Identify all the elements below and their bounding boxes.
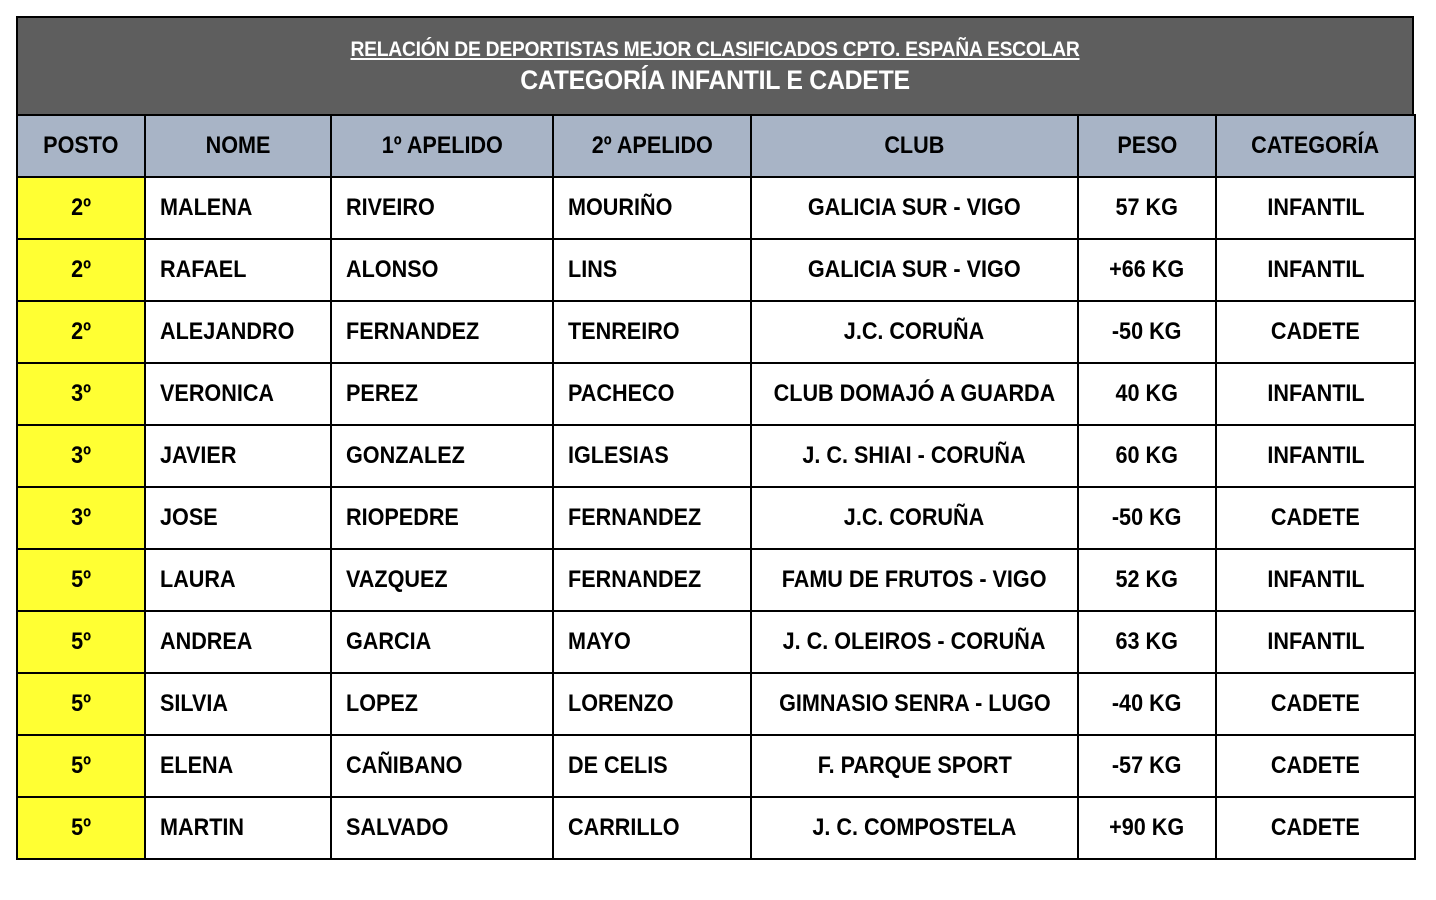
posto-cell: 3º: [17, 487, 145, 549]
apelido1-cell: SALVADO: [331, 797, 553, 859]
posto-cell: 5º: [17, 797, 145, 859]
nome-cell: VERONICA: [145, 363, 331, 425]
categoria-cell: INFANTIL: [1216, 425, 1415, 487]
column-header-nome: NOME: [145, 115, 331, 177]
categoria-cell: CADETE: [1216, 735, 1415, 797]
nome-cell: ANDREA: [145, 611, 331, 673]
apelido2-cell: CARRILLO: [553, 797, 751, 859]
peso-cell: -50 KG: [1078, 301, 1216, 363]
column-header-club: CLUB: [751, 115, 1078, 177]
club-cell: J. C. OLEIROS - CORUÑA: [751, 611, 1078, 673]
title-bar: [16, 16, 1414, 114]
table-row: [17, 425, 1415, 487]
apelido1-cell: VAZQUEZ: [331, 549, 553, 611]
peso-cell: 63 KG: [1078, 611, 1216, 673]
club-cell: GIMNASIO SENRA - LUGO: [751, 673, 1078, 735]
categoria-cell: INFANTIL: [1216, 177, 1415, 239]
apelido2-cell: PACHECO: [553, 363, 751, 425]
club-cell: J.C. CORUÑA: [751, 301, 1078, 363]
apelido2-cell: FERNANDEZ: [553, 549, 751, 611]
club-cell: GALICIA SUR - VIGO: [751, 177, 1078, 239]
table-row: [17, 611, 1415, 673]
apelido1-cell: CAÑIBANO: [331, 735, 553, 797]
apelido2-cell: FERNANDEZ: [553, 487, 751, 549]
table-row: [17, 363, 1415, 425]
apelido1-cell: PEREZ: [331, 363, 553, 425]
club-cell: CLUB DOMAJÓ A GUARDA: [751, 363, 1078, 425]
peso-cell: 60 KG: [1078, 425, 1216, 487]
posto-cell: 3º: [17, 425, 145, 487]
results-sheet: [16, 16, 1414, 860]
posto-cell: 2º: [17, 239, 145, 301]
column-header-categoria: CATEGORÍA: [1216, 115, 1415, 177]
categoria-cell: CADETE: [1216, 673, 1415, 735]
table-row: [17, 239, 1415, 301]
table-row: [17, 549, 1415, 611]
posto-cell: 3º: [17, 363, 145, 425]
club-cell: J. C. SHIAI - CORUÑA: [751, 425, 1078, 487]
table-row: [17, 673, 1415, 735]
title-line-2: CATEGORÍA INFANTIL E CADETE: [520, 65, 910, 95]
results-table: [16, 114, 1416, 860]
nome-cell: LAURA: [145, 549, 331, 611]
apelido1-cell: LOPEZ: [331, 673, 553, 735]
apelido2-cell: MOURIÑO: [553, 177, 751, 239]
posto-cell: 5º: [17, 735, 145, 797]
peso-cell: -50 KG: [1078, 487, 1216, 549]
peso-cell: -40 KG: [1078, 673, 1216, 735]
categoria-cell: INFANTIL: [1216, 363, 1415, 425]
apelido2-cell: MAYO: [553, 611, 751, 673]
apelido2-cell: TENREIRO: [553, 301, 751, 363]
apelido2-cell: LINS: [553, 239, 751, 301]
nome-cell: JOSE: [145, 487, 331, 549]
posto-cell: 2º: [17, 177, 145, 239]
apelido2-cell: IGLESIAS: [553, 425, 751, 487]
table-row: [17, 487, 1415, 549]
table-row: [17, 301, 1415, 363]
table-body: [17, 177, 1415, 859]
apelido1-cell: GARCIA: [331, 611, 553, 673]
nome-cell: JAVIER: [145, 425, 331, 487]
apelido1-cell: RIVEIRO: [331, 177, 553, 239]
nome-cell: ALEJANDRO: [145, 301, 331, 363]
club-cell: FAMU DE FRUTOS - VIGO: [751, 549, 1078, 611]
nome-cell: SILVIA: [145, 673, 331, 735]
categoria-cell: CADETE: [1216, 487, 1415, 549]
title-line-1: RELACIÓN DE DEPORTISTAS MEJOR CLASIFICADOS CPTO. ESPAÑA ESCOLAR: [350, 38, 1080, 61]
nome-cell: RAFAEL: [145, 239, 331, 301]
apelido2-cell: LORENZO: [553, 673, 751, 735]
categoria-cell: CADETE: [1216, 301, 1415, 363]
posto-cell: 2º: [17, 301, 145, 363]
club-cell: F. PARQUE SPORT: [751, 735, 1078, 797]
peso-cell: +66 KG: [1078, 239, 1216, 301]
apelido1-cell: RIOPEDRE: [331, 487, 553, 549]
table-row: [17, 797, 1415, 859]
column-header-posto: POSTO: [17, 115, 145, 177]
categoria-cell: INFANTIL: [1216, 239, 1415, 301]
table-row: [17, 735, 1415, 797]
peso-cell: 40 KG: [1078, 363, 1216, 425]
club-cell: GALICIA SUR - VIGO: [751, 239, 1078, 301]
posto-cell: 5º: [17, 673, 145, 735]
categoria-cell: INFANTIL: [1216, 549, 1415, 611]
peso-cell: -57 KG: [1078, 735, 1216, 797]
nome-cell: ELENA: [145, 735, 331, 797]
header-row: [17, 115, 1415, 177]
table-row: [17, 177, 1415, 239]
club-cell: J. C. COMPOSTELA: [751, 797, 1078, 859]
column-header-1-apelido: 1º APELIDO: [331, 115, 553, 177]
column-header-2-apelido: 2º APELIDO: [553, 115, 751, 177]
peso-cell: 57 KG: [1078, 177, 1216, 239]
column-header-peso: PESO: [1078, 115, 1216, 177]
nome-cell: MALENA: [145, 177, 331, 239]
apelido1-cell: GONZALEZ: [331, 425, 553, 487]
club-cell: J.C. CORUÑA: [751, 487, 1078, 549]
apelido1-cell: FERNANDEZ: [331, 301, 553, 363]
apelido1-cell: ALONSO: [331, 239, 553, 301]
categoria-cell: INFANTIL: [1216, 611, 1415, 673]
posto-cell: 5º: [17, 549, 145, 611]
peso-cell: 52 KG: [1078, 549, 1216, 611]
apelido2-cell: DE CELIS: [553, 735, 751, 797]
posto-cell: 5º: [17, 611, 145, 673]
categoria-cell: CADETE: [1216, 797, 1415, 859]
peso-cell: +90 KG: [1078, 797, 1216, 859]
nome-cell: MARTIN: [145, 797, 331, 859]
